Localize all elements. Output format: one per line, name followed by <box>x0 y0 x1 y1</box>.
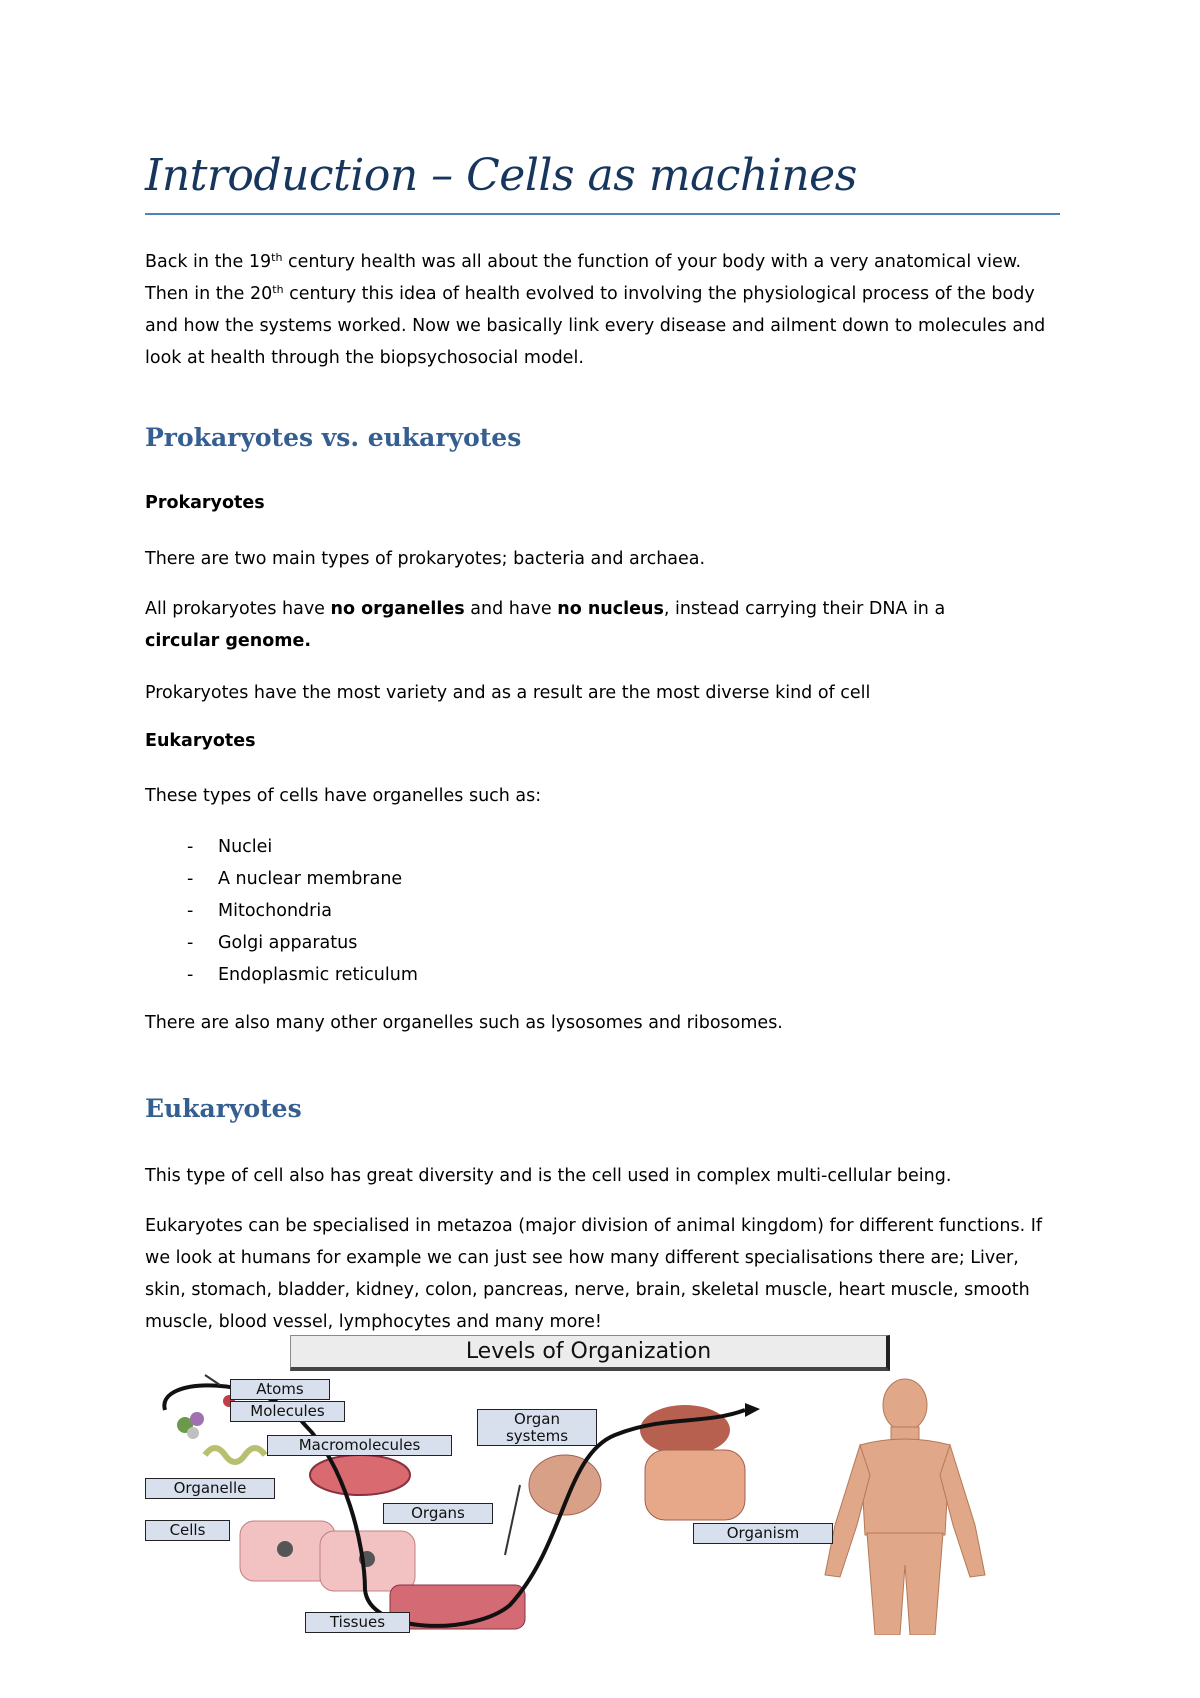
pointer-line <box>505 1485 520 1555</box>
intestine-shape <box>645 1450 745 1520</box>
intro-text-1: Back in the 19 <box>145 252 272 272</box>
human-figure <box>825 1379 985 1635</box>
label-organism: Organism <box>693 1523 833 1544</box>
intro-sup-1: th <box>271 251 283 264</box>
prokaryotes-features-paragraph <box>145 593 1025 657</box>
text-run: and have <box>464 599 558 619</box>
subheading-eukaryotes: Eukaryotes <box>145 731 256 751</box>
list-marker: - <box>187 901 194 921</box>
section-heading-prokaryotes-vs-eukaryotes: Prokaryotes vs. eukaryotes <box>145 423 522 452</box>
other-organelles-paragraph: There are also many other organelles such as lysosomes and ribosomes. <box>145 1013 783 1033</box>
molecule-shape <box>187 1427 199 1439</box>
list-item-text: Nuclei <box>218 837 273 857</box>
label-atoms: Atoms <box>230 1379 330 1400</box>
label-organelle: Organelle <box>145 1478 275 1499</box>
macromolecule-shape <box>205 1448 265 1462</box>
list-item-text: Golgi apparatus <box>218 933 358 953</box>
list-item <box>145 895 418 927</box>
list-marker: - <box>187 933 194 953</box>
levels-of-organization-figure <box>145 1335 1050 1635</box>
organelle-list <box>145 831 418 991</box>
eukaryotes-organelles-intro: These types of cells have organelles such as: <box>145 786 542 806</box>
label-cells: Cells <box>145 1520 230 1541</box>
list-item <box>145 927 418 959</box>
cell-nucleus-shape <box>277 1541 293 1557</box>
list-item-text: Endoplasmic reticulum <box>218 965 418 985</box>
text-run: All prokaryotes have <box>145 599 331 619</box>
label-organ-systems: Organ systems <box>477 1409 597 1446</box>
section-heading-eukaryotes: Eukaryotes <box>145 1094 302 1123</box>
text-run: . <box>304 631 312 651</box>
list-item-text: Mitochondria <box>218 901 332 921</box>
organelle-shape <box>310 1455 410 1495</box>
page-title: Introduction – Cells as machines <box>145 150 857 201</box>
intro-sup-2: th <box>272 283 284 296</box>
arrow-head <box>745 1403 760 1417</box>
text-run: , instead carrying their DNA in a <box>663 599 946 619</box>
label-tissues: Tissues <box>305 1612 410 1633</box>
intro-text-3: century this idea of health evolved to involving the physiological process of the body and how the systems worked. Now we basically link every disease and ailment down to molecules and look at health through the biopsychosocial model. <box>145 284 1046 368</box>
figure-title: Levels of Organization <box>290 1335 890 1371</box>
bold-no-organelles: no organelles <box>330 599 465 619</box>
liver-shape <box>640 1405 730 1455</box>
list-item-text: A nuclear membrane <box>218 869 403 889</box>
prokaryotes-types-paragraph: There are two main types of prokaryotes; bacteria and archaea. <box>145 549 706 569</box>
bold-circular-genome: circular genome <box>145 631 305 651</box>
list-item <box>145 863 418 895</box>
list-marker: - <box>187 837 194 857</box>
label-macromolecules: Macromolecules <box>267 1435 452 1456</box>
list-item <box>145 831 418 863</box>
list-marker: - <box>187 965 194 985</box>
eukaryote-diversity-paragraph: This type of cell also has great diversity and is the cell used in complex multi-cellular being. <box>145 1166 952 1186</box>
list-item <box>145 959 418 991</box>
bold-no-nucleus: no nucleus <box>557 599 664 619</box>
intro-paragraph <box>145 246 1065 374</box>
label-organs: Organs <box>383 1503 493 1524</box>
subheading-prokaryotes: Prokaryotes <box>145 493 265 513</box>
prokaryotes-variety-paragraph: Prokaryotes have the most variety and as a result are the most diverse kind of cell <box>145 683 871 703</box>
intro-text-2: century health was all about the function of your body with a very anatomical view. Then in the 20 <box>145 252 1022 304</box>
label-molecules: Molecules <box>230 1401 345 1422</box>
eukaryote-specialisation-paragraph: Eukaryotes can be specialised in metazoa (major division of animal kingdom) for different functions. If we look at humans for example we can just see how many different specialisations there are; Liver, skin, stomach, bladder, kidney, colon, pancreas, nerve, brain, skeletal muscle, heart muscle, smooth muscle, blood vessel, lymphocytes and many more! <box>145 1216 1043 1332</box>
title-underline <box>145 213 1060 215</box>
molecule-shape <box>190 1412 204 1426</box>
list-marker: - <box>187 869 194 889</box>
